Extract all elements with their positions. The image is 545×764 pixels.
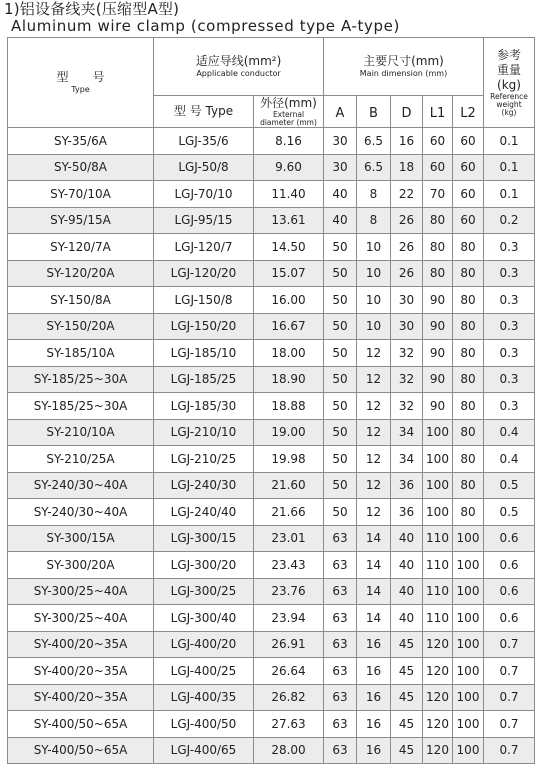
cell-diam: 9.60 <box>254 154 324 181</box>
header-sub-type: 型 号 Type <box>154 96 254 128</box>
cell-d: 30 <box>391 313 423 340</box>
cell-w: 0.6 <box>484 605 535 632</box>
section-title-cn: 1)铝设备线夹(压缩型A型) <box>4 0 180 18</box>
cell-d: 45 <box>391 711 423 738</box>
cell-l1: 100 <box>423 446 453 473</box>
cell-l1: 120 <box>423 658 453 685</box>
cell-diam: 19.98 <box>254 446 324 473</box>
cell-diam: 28.00 <box>254 737 324 764</box>
table-body <box>8 128 535 764</box>
cell-a: 63 <box>324 737 357 764</box>
cell-model: SY-400/20~35A <box>8 658 154 685</box>
cell-w: 0.3 <box>484 393 535 420</box>
cell-lgj: LGJ-300/15 <box>154 525 254 552</box>
cell-model: SY-210/25A <box>8 446 154 473</box>
cell-l1: 100 <box>423 419 453 446</box>
cell-model: SY-300/20A <box>8 552 154 579</box>
cell-model: SY-185/25~30A <box>8 393 154 420</box>
cell-d: 26 <box>391 260 423 287</box>
cell-w: 0.4 <box>484 446 535 473</box>
cell-model: SY-400/20~35A <box>8 631 154 658</box>
cell-lgj: LGJ-70/10 <box>154 181 254 208</box>
table-row <box>8 578 535 605</box>
cell-b: 16 <box>357 711 391 738</box>
cell-model: SY-95/15A <box>8 207 154 234</box>
cell-diam: 15.07 <box>254 260 324 287</box>
cell-w: 0.5 <box>484 472 535 499</box>
cell-model: SY-400/50~65A <box>8 737 154 764</box>
cell-a: 40 <box>324 207 357 234</box>
cell-l2: 60 <box>453 154 484 181</box>
cell-d: 32 <box>391 366 423 393</box>
table-row <box>8 313 535 340</box>
cell-d: 34 <box>391 419 423 446</box>
cell-a: 63 <box>324 578 357 605</box>
cell-b: 12 <box>357 393 391 420</box>
cell-a: 50 <box>324 393 357 420</box>
cell-w: 0.7 <box>484 737 535 764</box>
cell-diam: 23.43 <box>254 552 324 579</box>
cell-d: 36 <box>391 472 423 499</box>
cell-diam: 23.01 <box>254 525 324 552</box>
clamp-spec-table <box>7 37 535 764</box>
cell-a: 63 <box>324 631 357 658</box>
cell-diam: 13.61 <box>254 207 324 234</box>
cell-diam: 16.67 <box>254 313 324 340</box>
cell-lgj: LGJ-185/25 <box>154 366 254 393</box>
cell-l1: 90 <box>423 313 453 340</box>
cell-lgj: LGJ-50/8 <box>154 154 254 181</box>
cell-diam: 14.50 <box>254 234 324 261</box>
table-row <box>8 658 535 685</box>
cell-b: 10 <box>357 260 391 287</box>
cell-d: 30 <box>391 287 423 314</box>
cell-w: 0.3 <box>484 340 535 367</box>
cell-l2: 100 <box>453 525 484 552</box>
cell-w: 0.6 <box>484 552 535 579</box>
cell-a: 50 <box>324 499 357 526</box>
cell-l2: 80 <box>453 313 484 340</box>
table-row <box>8 499 535 526</box>
cell-lgj: LGJ-35/6 <box>154 128 254 155</box>
header-col-l2: L2 <box>453 96 484 128</box>
cell-a: 40 <box>324 181 357 208</box>
header-col-a: A <box>324 96 357 128</box>
cell-w: 0.4 <box>484 419 535 446</box>
cell-l2: 100 <box>453 605 484 632</box>
cell-d: 32 <box>391 340 423 367</box>
cell-d: 36 <box>391 499 423 526</box>
cell-d: 40 <box>391 552 423 579</box>
table-row <box>8 446 535 473</box>
cell-model: SY-300/25~40A <box>8 578 154 605</box>
cell-d: 18 <box>391 154 423 181</box>
cell-lgj: LGJ-210/25 <box>154 446 254 473</box>
cell-model: SY-120/7A <box>8 234 154 261</box>
table-row <box>8 737 535 764</box>
header-type: 型 号 Type <box>8 38 154 128</box>
table-row <box>8 393 535 420</box>
table-row <box>8 711 535 738</box>
cell-a: 63 <box>324 552 357 579</box>
cell-l1: 80 <box>423 234 453 261</box>
cell-l2: 100 <box>453 737 484 764</box>
table-row <box>8 366 535 393</box>
cell-l1: 80 <box>423 260 453 287</box>
cell-diam: 18.88 <box>254 393 324 420</box>
table-row <box>8 605 535 632</box>
header-dimension: 主要尺寸(mm) Main dimension (mm) <box>324 38 484 96</box>
cell-w: 0.3 <box>484 234 535 261</box>
table-row <box>8 128 535 155</box>
cell-w: 0.7 <box>484 711 535 738</box>
cell-lgj: LGJ-210/10 <box>154 419 254 446</box>
cell-d: 40 <box>391 578 423 605</box>
cell-b: 12 <box>357 340 391 367</box>
cell-l2: 80 <box>453 366 484 393</box>
cell-lgj: LGJ-400/50 <box>154 711 254 738</box>
cell-l2: 60 <box>453 207 484 234</box>
header-weight: 参考 重量 (kg) Reference weight (kg) <box>484 38 535 128</box>
cell-w: 0.7 <box>484 684 535 711</box>
cell-l2: 100 <box>453 711 484 738</box>
cell-b: 16 <box>357 684 391 711</box>
cell-w: 0.5 <box>484 499 535 526</box>
cell-lgj: LGJ-240/30 <box>154 472 254 499</box>
cell-a: 63 <box>324 605 357 632</box>
cell-w: 0.3 <box>484 260 535 287</box>
table-row <box>8 234 535 261</box>
cell-w: 0.1 <box>484 128 535 155</box>
cell-l1: 110 <box>423 552 453 579</box>
cell-b: 12 <box>357 419 391 446</box>
cell-b: 10 <box>357 234 391 261</box>
cell-lgj: LGJ-185/30 <box>154 393 254 420</box>
cell-b: 8 <box>357 207 391 234</box>
cell-l1: 60 <box>423 154 453 181</box>
cell-diam: 8.16 <box>254 128 324 155</box>
cell-diam: 18.00 <box>254 340 324 367</box>
table-row <box>8 340 535 367</box>
cell-lgj: LGJ-400/25 <box>154 658 254 685</box>
cell-l1: 120 <box>423 711 453 738</box>
cell-d: 26 <box>391 234 423 261</box>
cell-w: 0.1 <box>484 154 535 181</box>
cell-model: SY-240/30~40A <box>8 472 154 499</box>
cell-l1: 110 <box>423 578 453 605</box>
cell-diam: 26.82 <box>254 684 324 711</box>
cell-lgj: LGJ-300/20 <box>154 552 254 579</box>
cell-lgj: LGJ-150/8 <box>154 287 254 314</box>
cell-model: SY-185/10A <box>8 340 154 367</box>
cell-a: 30 <box>324 154 357 181</box>
cell-d: 40 <box>391 525 423 552</box>
cell-b: 8 <box>357 181 391 208</box>
cell-model: SY-185/25~30A <box>8 366 154 393</box>
cell-l2: 80 <box>453 446 484 473</box>
cell-model: SY-400/20~35A <box>8 684 154 711</box>
cell-lgj: LGJ-300/40 <box>154 605 254 632</box>
cell-diam: 18.90 <box>254 366 324 393</box>
cell-diam: 26.64 <box>254 658 324 685</box>
cell-d: 45 <box>391 658 423 685</box>
cell-b: 12 <box>357 446 391 473</box>
cell-lgj: LGJ-400/20 <box>154 631 254 658</box>
cell-a: 50 <box>324 472 357 499</box>
cell-l1: 110 <box>423 525 453 552</box>
cell-model: SY-50/8A <box>8 154 154 181</box>
cell-model: SY-150/8A <box>8 287 154 314</box>
cell-l1: 100 <box>423 472 453 499</box>
cell-b: 6.5 <box>357 128 391 155</box>
cell-b: 12 <box>357 366 391 393</box>
cell-b: 12 <box>357 472 391 499</box>
cell-lgj: LGJ-150/20 <box>154 313 254 340</box>
cell-l2: 80 <box>453 499 484 526</box>
cell-l2: 100 <box>453 552 484 579</box>
cell-d: 45 <box>391 737 423 764</box>
table-row <box>8 631 535 658</box>
cell-l2: 100 <box>453 658 484 685</box>
cell-diam: 27.63 <box>254 711 324 738</box>
cell-d: 34 <box>391 446 423 473</box>
cell-l2: 60 <box>453 181 484 208</box>
cell-a: 63 <box>324 684 357 711</box>
cell-l2: 80 <box>453 419 484 446</box>
cell-l2: 60 <box>453 128 484 155</box>
cell-d: 40 <box>391 605 423 632</box>
cell-lgj: LGJ-120/20 <box>154 260 254 287</box>
cell-b: 12 <box>357 499 391 526</box>
cell-lgj: LGJ-240/40 <box>154 499 254 526</box>
cell-model: SY-210/10A <box>8 419 154 446</box>
cell-diam: 16.00 <box>254 287 324 314</box>
cell-lgj: LGJ-400/35 <box>154 684 254 711</box>
header-col-l1: L1 <box>423 96 453 128</box>
cell-lgj: LGJ-300/25 <box>154 578 254 605</box>
cell-diam: 23.76 <box>254 578 324 605</box>
cell-l1: 90 <box>423 287 453 314</box>
cell-diam: 26.91 <box>254 631 324 658</box>
cell-model: SY-120/20A <box>8 260 154 287</box>
cell-l1: 120 <box>423 737 453 764</box>
header-conductor: 适应导线(mm²) Applicable conductor <box>154 38 324 96</box>
header-sub-diameter: 外径(mm) External diameter (mm) <box>254 96 324 128</box>
cell-b: 10 <box>357 287 391 314</box>
cell-diam: 11.40 <box>254 181 324 208</box>
cell-d: 22 <box>391 181 423 208</box>
cell-l1: 110 <box>423 605 453 632</box>
cell-b: 14 <box>357 578 391 605</box>
cell-a: 50 <box>324 260 357 287</box>
cell-model: SY-300/25~40A <box>8 605 154 632</box>
cell-a: 50 <box>324 340 357 367</box>
cell-l1: 90 <box>423 340 453 367</box>
cell-l2: 100 <box>453 578 484 605</box>
cell-l2: 80 <box>453 287 484 314</box>
cell-w: 0.6 <box>484 578 535 605</box>
cell-l1: 100 <box>423 499 453 526</box>
header-col-b: B <box>357 96 391 128</box>
cell-model: SY-240/30~40A <box>8 499 154 526</box>
cell-l2: 100 <box>453 631 484 658</box>
cell-a: 50 <box>324 234 357 261</box>
cell-b: 10 <box>357 313 391 340</box>
cell-diam: 21.60 <box>254 472 324 499</box>
cell-w: 0.7 <box>484 631 535 658</box>
table-row <box>8 260 535 287</box>
cell-w: 0.7 <box>484 658 535 685</box>
cell-l2: 80 <box>453 393 484 420</box>
cell-w: 0.3 <box>484 313 535 340</box>
table-row <box>8 181 535 208</box>
cell-l1: 80 <box>423 207 453 234</box>
cell-diam: 21.66 <box>254 499 324 526</box>
cell-l2: 100 <box>453 684 484 711</box>
cell-lgj: LGJ-185/10 <box>154 340 254 367</box>
cell-l2: 80 <box>453 234 484 261</box>
table-row <box>8 287 535 314</box>
cell-model: SY-300/15A <box>8 525 154 552</box>
table-row <box>8 207 535 234</box>
cell-l2: 80 <box>453 472 484 499</box>
cell-a: 50 <box>324 287 357 314</box>
cell-b: 14 <box>357 552 391 579</box>
cell-model: SY-400/50~65A <box>8 711 154 738</box>
cell-w: 0.3 <box>484 366 535 393</box>
cell-a: 63 <box>324 525 357 552</box>
cell-model: SY-35/6A <box>8 128 154 155</box>
cell-model: SY-70/10A <box>8 181 154 208</box>
section-title-en: Aluminum wire clamp (compressed type A-type) <box>11 17 400 35</box>
cell-l1: 70 <box>423 181 453 208</box>
cell-l1: 90 <box>423 366 453 393</box>
cell-w: 0.1 <box>484 181 535 208</box>
cell-b: 14 <box>357 525 391 552</box>
header-col-d: D <box>391 96 423 128</box>
cell-lgj: LGJ-95/15 <box>154 207 254 234</box>
cell-l1: 90 <box>423 393 453 420</box>
table-row <box>8 525 535 552</box>
table-row <box>8 552 535 579</box>
cell-d: 32 <box>391 393 423 420</box>
cell-lgj: LGJ-120/7 <box>154 234 254 261</box>
cell-l2: 80 <box>453 260 484 287</box>
cell-lgj: LGJ-400/65 <box>154 737 254 764</box>
table-row <box>8 154 535 181</box>
cell-l2: 80 <box>453 340 484 367</box>
cell-a: 50 <box>324 446 357 473</box>
cell-b: 16 <box>357 631 391 658</box>
cell-diam: 19.00 <box>254 419 324 446</box>
table-row <box>8 419 535 446</box>
cell-a: 50 <box>324 419 357 446</box>
cell-l1: 60 <box>423 128 453 155</box>
cell-w: 0.6 <box>484 525 535 552</box>
cell-w: 0.2 <box>484 207 535 234</box>
cell-d: 26 <box>391 207 423 234</box>
cell-w: 0.3 <box>484 287 535 314</box>
cell-a: 50 <box>324 313 357 340</box>
cell-b: 16 <box>357 737 391 764</box>
cell-diam: 23.94 <box>254 605 324 632</box>
cell-d: 16 <box>391 128 423 155</box>
cell-b: 14 <box>357 605 391 632</box>
cell-a: 63 <box>324 658 357 685</box>
cell-l1: 120 <box>423 631 453 658</box>
table-row <box>8 684 535 711</box>
cell-d: 45 <box>391 684 423 711</box>
cell-b: 16 <box>357 658 391 685</box>
cell-l1: 120 <box>423 684 453 711</box>
cell-model: SY-150/20A <box>8 313 154 340</box>
cell-b: 6.5 <box>357 154 391 181</box>
cell-a: 30 <box>324 128 357 155</box>
cell-d: 45 <box>391 631 423 658</box>
cell-a: 50 <box>324 366 357 393</box>
cell-a: 63 <box>324 711 357 738</box>
table-row <box>8 472 535 499</box>
